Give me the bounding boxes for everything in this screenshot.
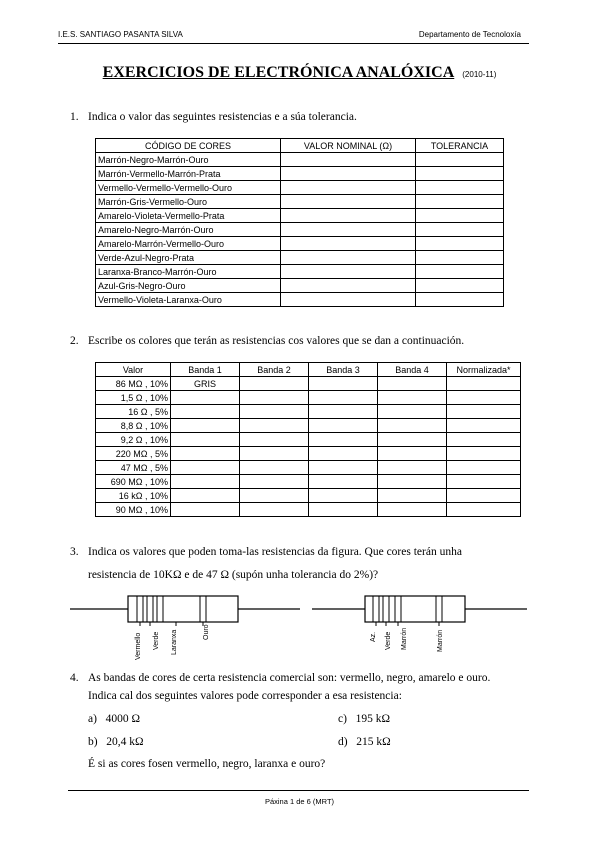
- option-b: [88, 736, 144, 748]
- option-a: [88, 713, 140, 725]
- value-cell: 690 MΩ , 10%: [96, 475, 171, 489]
- value-cell: 16 kΩ , 10%: [96, 489, 171, 503]
- value-cell: 90 MΩ , 10%: [96, 503, 171, 517]
- header-department: Departamento de Tecnoloxía: [418, 30, 521, 39]
- page-footer: Páxina 1 de 6 (MRT): [264, 797, 335, 806]
- page-title: EXERCICIOS DE ELECTRÓNICA ANALÓXICA: [102, 64, 455, 81]
- column-header: Banda 3: [309, 363, 378, 377]
- value-cell: 8,8 Ω , 10%: [96, 419, 171, 433]
- resistor-2-label: Verde: [385, 631, 392, 650]
- resistor-1-label: Vermello: [135, 632, 142, 660]
- option-letter: c): [338, 713, 347, 725]
- option-letter: b): [88, 736, 98, 748]
- question-number: 2.: [70, 335, 79, 347]
- resistor-2: [312, 596, 527, 622]
- value-cell: 16 Ω , 5%: [96, 405, 171, 419]
- resistor-1-label: Laranxa: [171, 629, 178, 655]
- color-code-cell: Laranxa-Branco-Marrón-Ouro: [96, 265, 281, 279]
- question-text-line2: resistencia de 10KΩ e de 47 Ω (supón unha tolerancia do 2%)?: [88, 569, 379, 581]
- column-header: Banda 2: [240, 363, 309, 377]
- value-cell: 86 MΩ , 10%: [96, 377, 171, 391]
- resistor-1: [70, 596, 300, 622]
- color-code-cell: Amarelo-Violeta-Vermello-Prata: [96, 209, 281, 223]
- option-c: [338, 713, 390, 725]
- column-header: Normalizada*: [447, 363, 521, 377]
- question-number: 1.: [70, 111, 79, 123]
- color-code-cell: Verde-Azul-Negro-Prata: [96, 251, 281, 265]
- value-cell: 1,5 Ω , 10%: [96, 391, 171, 405]
- question-text: Indica o valor das seguintes resistencias e a súa tolerancia.: [88, 111, 357, 123]
- option-d: [338, 736, 391, 748]
- resistor-1-label: Ouro: [203, 624, 210, 640]
- color-code-cell: Marrón-Vermello-Marrón-Prata: [96, 167, 281, 181]
- question-text-line2: Indica cal dos seguintes valores pode corresponder a esa resistencia:: [88, 690, 402, 702]
- color-code-cell: Vermello-Vermello-Vermello-Ouro: [96, 181, 281, 195]
- color-code-cell: Amarelo-Negro-Marrón-Ouro: [96, 223, 281, 237]
- color-code-cell: Marrón-Negro-Marrón-Ouro: [96, 153, 281, 167]
- option-value: 195 kΩ: [355, 713, 390, 725]
- question-text: Escribe os colores que terán as resistencias cos valores que se dan a continuación.: [88, 335, 465, 347]
- color-code-cell: Vermello-Violeta-Laranxa-Ouro: [96, 293, 281, 307]
- question-4: [70, 669, 530, 705]
- header-school: I.E.S. SANTIAGO PASANTA SILVA: [58, 30, 183, 39]
- resistor-2-label: Marrón: [401, 627, 408, 650]
- color-code-cell: Marrón-Gris-Vermello-Ouro: [96, 195, 281, 209]
- question-text-line1: As bandas de cores de certa resistencia comercial son: vermello, negro, amarelo e ouro.: [88, 672, 491, 684]
- option-value: 215 kΩ: [356, 736, 391, 748]
- value-cell: 47 MΩ , 5%: [96, 461, 171, 475]
- question-text-line1: Indica os valores que poden toma-las resistencias da figura. Que cores terán unha: [88, 546, 462, 558]
- resistor-2-label: Az.: [370, 631, 377, 642]
- resistor-1-label: Verde: [153, 631, 160, 650]
- value-cell: 220 MΩ , 5%: [96, 447, 171, 461]
- column-header: Banda 1: [171, 363, 240, 377]
- page-title-year: (2010-11): [462, 70, 497, 79]
- question-4-followup: É si as cores fosen vermello, negro, laranxa e ouro?: [88, 758, 326, 770]
- question-number: 4.: [70, 672, 79, 684]
- column-header: Banda 4: [378, 363, 447, 377]
- question-number: 3.: [70, 546, 79, 558]
- option-value: 4000 Ω: [105, 713, 140, 725]
- color-code-cell: Azul-Gris-Negro-Ouro: [96, 279, 281, 293]
- column-header: TOLERANCIA: [416, 139, 504, 153]
- band-1-cell: GRIS: [171, 377, 240, 391]
- footer-divider: [68, 790, 529, 791]
- option-letter: a): [88, 713, 97, 725]
- value-cell: 9,2 Ω , 10%: [96, 433, 171, 447]
- option-value: 20,4 kΩ: [106, 736, 144, 748]
- option-letter: d): [338, 736, 348, 748]
- column-header: Valor: [96, 363, 171, 377]
- column-header: CÓDIGO DE CORES: [96, 139, 281, 153]
- resistor-2-label: Marrón: [437, 629, 444, 652]
- column-header: VALOR NOMINAL (Ω): [281, 139, 416, 153]
- color-code-cell: Amarelo-Marrón-Vermello-Ouro: [96, 237, 281, 251]
